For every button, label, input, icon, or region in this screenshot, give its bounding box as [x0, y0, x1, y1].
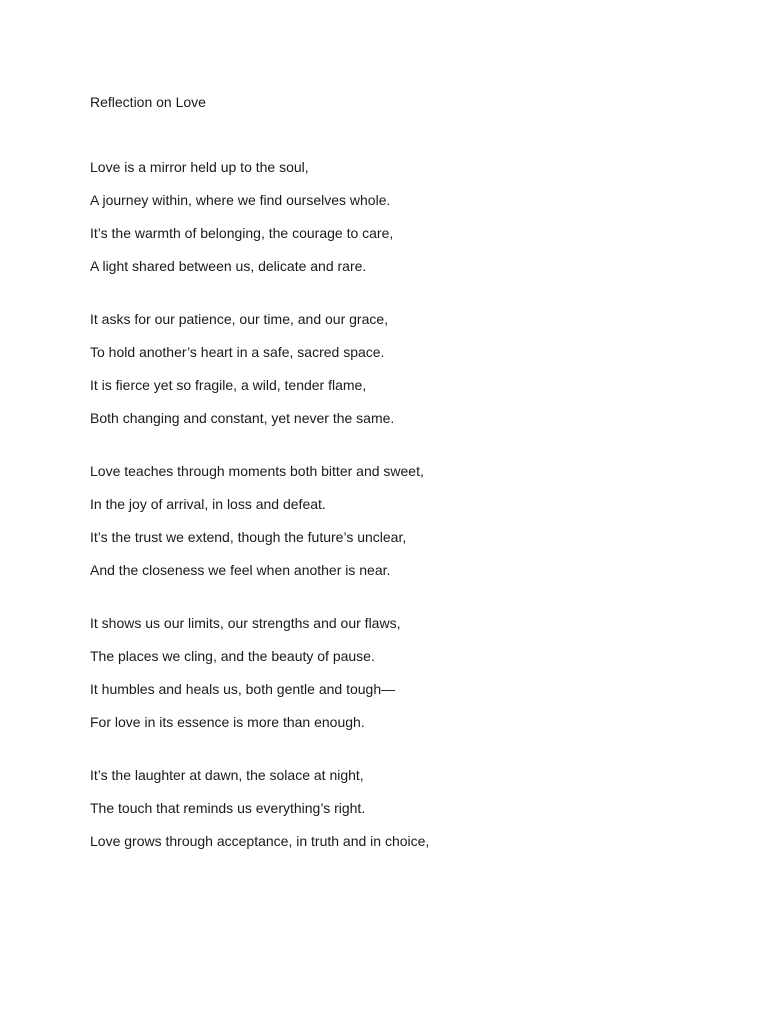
stanza-5 [90, 765, 710, 851]
poem-line: A light shared between us, delicate and rare. [90, 258, 367, 274]
poem-body [90, 157, 710, 851]
poem-line: For love in its essence is more than enough. [90, 714, 365, 730]
poem-line: Both changing and constant, yet never the same. [90, 410, 395, 426]
poem-title: Reflection on Love [90, 94, 206, 110]
poem-line: It asks for our patience, our time, and our grace, [90, 311, 389, 327]
poem-line: Love grows through acceptance, in truth and in choice, [90, 833, 430, 849]
poem-line: The touch that reminds us everything’s right. [90, 800, 366, 816]
poem-line: It is fierce yet so fragile, a wild, tender flame, [90, 377, 367, 393]
poem-line: In the joy of arrival, in loss and defeat. [90, 496, 326, 512]
poem-line: It humbles and heals us, both gentle and tough— [90, 681, 396, 697]
poem-line: To hold another’s heart in a safe, sacred space. [90, 344, 385, 360]
stanza-4 [90, 613, 710, 732]
poem-line: It’s the warmth of belonging, the courage to care, [90, 225, 394, 241]
stanza-1 [90, 157, 710, 276]
poem-line: Love is a mirror held up to the soul, [90, 159, 309, 175]
poem [90, 92, 710, 884]
poem-line: The places we cling, and the beauty of pause. [90, 648, 375, 664]
poem-line: It’s the trust we extend, though the future’s unclear, [90, 529, 407, 545]
poem-line: Love teaches through moments both bitter and sweet, [90, 463, 424, 479]
stanza-3 [90, 461, 710, 580]
stanza-2 [90, 309, 710, 428]
poem-line: It shows us our limits, our strengths and our flaws, [90, 615, 401, 631]
poem-line: And the closeness we feel when another is near. [90, 562, 391, 578]
poem-line: A journey within, where we find ourselves whole. [90, 192, 391, 208]
poem-line: It’s the laughter at dawn, the solace at night, [90, 767, 364, 783]
